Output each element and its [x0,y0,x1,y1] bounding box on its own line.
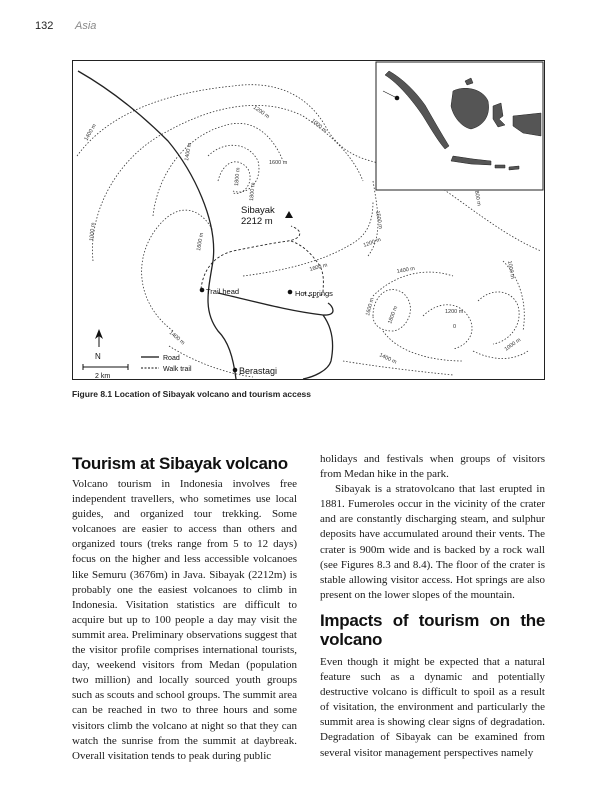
contour-label: 1400 m [184,142,194,162]
contour-label: 1400 m [167,329,186,347]
trail-head-marker-icon [200,288,205,293]
running-section-title: Asia [75,20,97,32]
contour-label: 0 [453,324,457,330]
walk-trail-legend-label: Walk trail [163,366,192,373]
town-label: Berastagi [239,366,278,376]
left-column [72,454,297,764]
road-legend-label: Road [163,355,180,362]
contour-label: 1000 m [309,117,328,135]
contour-label: 800 m [473,190,482,207]
contour-label: 1800 m [387,305,400,325]
inset-map [376,62,543,190]
right-column [320,452,545,761]
contour-label: 1000 m [503,337,523,353]
body-paragraph: Even though it might be expected that a natural feature such as a dynamic and potentially destructive volcano is difficult to spoil as a result of visitation, the environment and particularly the summit area is showing clear signs of degradation. Degradation of Sibayak can be examined from several visitor management perspectives namely [320,655,545,759]
summit-elevation-label: 2212 m [241,216,273,227]
body-paragraph: Volcano tourism in Indonesia involves free independent travellers, who sometimes use local guides, and organized tour trekking. Some volcanoes are easier to access than others and organized tours (treks range from 5 to 12 days) focus on the higher and less accessible volcanoes like Semuru (3676m) in Java. Sibayak (2212m) is probably one the easiest volcanoes to climb in Indonesia. Visitation statistics are difficult to acquire but up to 100 people a day may visit the summit area. Preliminary observations suggest that the visitor profile comprises international tourists, day, weekend visitors from Medan (population two million) and locally sourced youth groups such as scouts and school groups. The summit area can be reached in two to three hours and some visitors climb the volcano at night so that they can watch the sunrise from the summit at daybreak. Overall visitation tends to peak during public [72,478,297,762]
section-heading-tourism: Tourism at Sibayak volcano [72,454,288,473]
contour-label: 1500 m [374,210,384,230]
contour-label: 1200 m [445,309,464,315]
contour-label: 1000 m [506,260,516,280]
town-marker-icon [233,368,238,373]
contour-label: 1800 m [249,182,257,202]
summit-triangle-icon [285,211,293,218]
contour-label: 1000 m [89,222,97,242]
figure-caption: Figure 8.1 Location of Sibayak volcano and tourism access [72,389,312,399]
contour-label: 1200 m [362,236,382,249]
north-label: N [95,352,101,361]
contour-label: 1800 m [234,167,242,187]
section-heading-impacts: Impacts of tourism on the volcano [320,610,545,649]
trail-head-label: Trail head [206,287,240,296]
contour-label: 1600 m [269,160,288,166]
contour-label: 1600 m [308,262,329,273]
hot-springs-marker-icon [288,290,293,295]
contour-label: 1600 m [196,232,206,252]
page-number: 132 [35,20,54,32]
body-paragraph: holidays and festivals when groups of visitors from Medan hike in the park. [320,453,545,481]
contour-label: 1600 m [365,297,376,317]
contour-label: 1400 m [83,123,98,142]
hot-springs-label: Hot springs [295,289,333,298]
contour-label: 1200 m [251,104,271,121]
contour-label: 1400 m [378,352,398,366]
location-map [72,60,545,380]
contour-label: 1400 m [396,265,416,275]
road-lines [78,71,333,379]
summit-name-label: Sibayak [241,205,275,216]
scale-label: 2 km [95,373,111,379]
body-paragraph: Sibayak is a stratovolcano that last erupted in 1881. Fumeroles occur in the vicinity of the crater and are constantly discharging steam, and sulphur deposits have accumulated around their vents. The crater is 900m wide and is backed by a rock wall (see Figures 8.3 and 8.4). The floor of the crater is stable allowing visitor access. Hot springs are also present on the lower slopes of the mountain. [320,483,545,601]
